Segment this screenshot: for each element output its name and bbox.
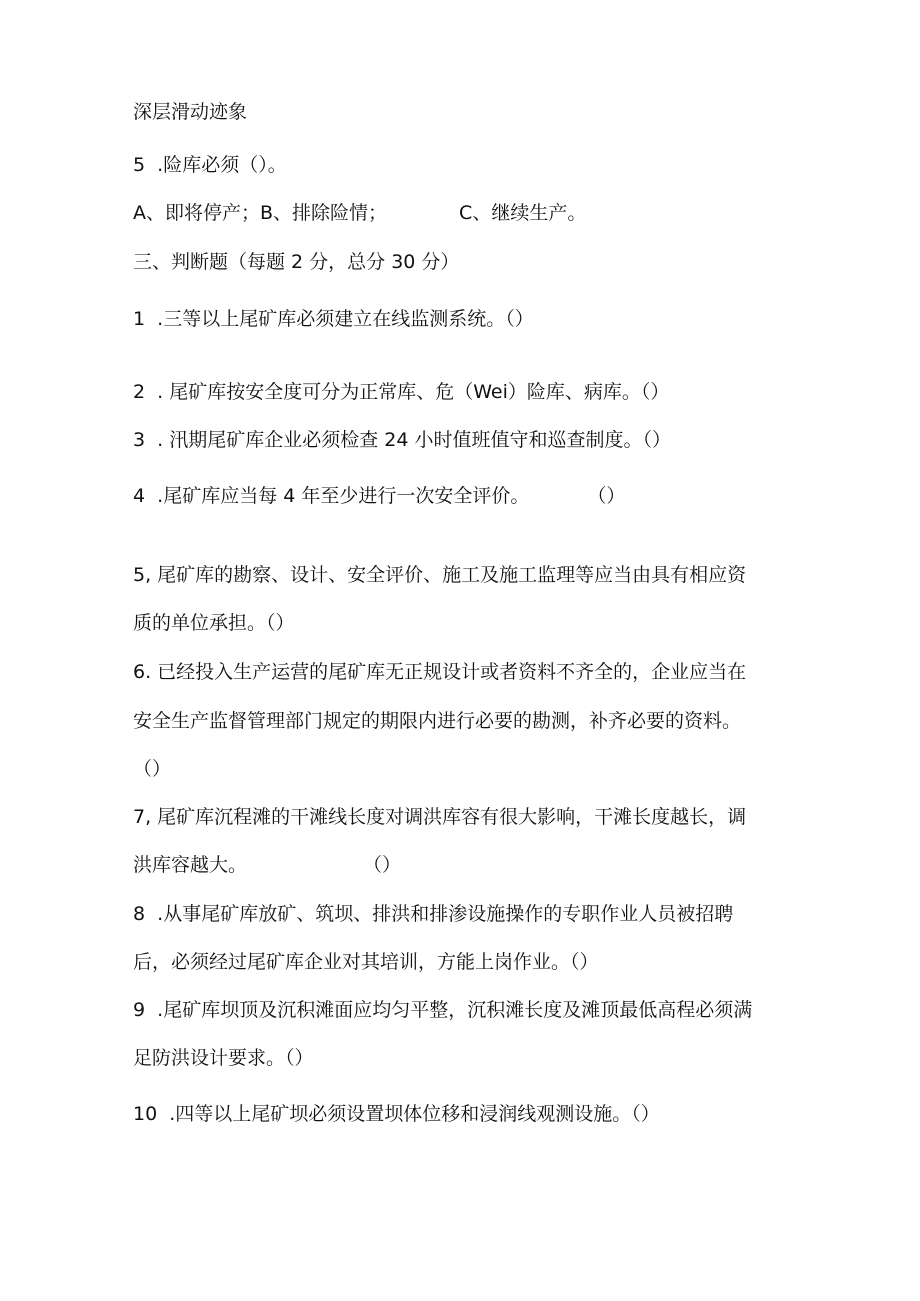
- tf-question-6-line-3: [133, 757, 171, 781]
- answer-paren: （）: [133, 758, 172, 780]
- tf-question-5-line-2: [133, 611, 295, 635]
- options-a-b: A、即将停产；B、排除险情；: [133, 202, 388, 224]
- answer-paren: （）: [587, 485, 626, 507]
- tf-question-7-line-1: [133, 805, 746, 829]
- line-text: 2 . 尾矿库按安全度可分为正常库、危（Wei）险库、病库。（）: [133, 381, 670, 403]
- line-text: 三、判断题（每题 2 分，总分 30 分）: [133, 251, 460, 273]
- section-title-true-false: [133, 250, 459, 274]
- line-text: 后，必须经过尾矿库企业对其培训，方能上岗作业。（）: [133, 951, 599, 973]
- tf-question-9-line-2: [133, 1046, 314, 1070]
- line-text: 5, 尾矿库的勘察、设计、安全评价、施工及施工监理等应当由具有相应资: [133, 564, 747, 586]
- line-text: 8 .从事尾矿库放矿、筑坝、排洪和排渗设施操作的专职作业人员被招聘: [133, 903, 734, 925]
- tf-question-8-line-1: [133, 902, 733, 926]
- tf-question-6-line-2: [133, 709, 741, 733]
- answer-paren: （）: [363, 854, 402, 876]
- tf-question-3: [133, 428, 671, 452]
- line-text: 3 . 汛期尾矿库企业必须检查 24 小时值班值守和巡查制度。（）: [133, 429, 672, 451]
- line-text: 1 .三等以上尾矿库必须建立在线监测系统。（）: [133, 308, 534, 330]
- question-5-stem: [133, 153, 287, 177]
- tf-question-8-line-2: [133, 950, 599, 974]
- line-text: 足防洪设计要求。（）: [133, 1047, 314, 1069]
- line-text: 9 .尾矿库坝顶及沉积滩面应均匀平整，沉积滩长度及滩顶最低高程必须满: [133, 999, 753, 1021]
- line-text: 6. 已经投入生产运营的尾矿库无正规设计或者资料不齐全的，企业应当在: [133, 661, 747, 683]
- line-text: 4 .尾矿库应当每 4 年至少进行一次安全评价。: [133, 485, 530, 507]
- tf-question-6-line-1: [133, 660, 746, 684]
- option-c: C、继续生产。: [459, 202, 587, 224]
- tf-question-2: [133, 380, 669, 404]
- text-line-heading-fragment: [133, 100, 247, 124]
- tf-question-10: [133, 1102, 660, 1126]
- line-text: 深层滑动迹象: [133, 101, 248, 123]
- line-text: 5 .险库必须（）。: [133, 154, 287, 176]
- tf-question-4: [133, 484, 625, 508]
- line-text: 质的单位承担。（）: [133, 612, 295, 634]
- tf-question-7-line-2: [133, 853, 401, 877]
- line-text: 7, 尾矿库沉程滩的干滩线长度对调洪库容有很大影响，干滩长度越长，调: [133, 806, 747, 828]
- tf-question-1: [133, 307, 534, 331]
- tf-question-9-line-1: [133, 998, 752, 1022]
- line-text: 安全生产监督管理部门规定的期限内进行必要的勘测，补齐必要的资料。: [133, 710, 742, 732]
- tf-question-5-line-1: [133, 563, 746, 587]
- question-5-options: [133, 201, 586, 225]
- line-text: 10 .四等以上尾矿坝必须设置坝体位移和浸润线观测设施。（）: [133, 1103, 660, 1125]
- line-text: 洪库容越大。: [133, 854, 248, 876]
